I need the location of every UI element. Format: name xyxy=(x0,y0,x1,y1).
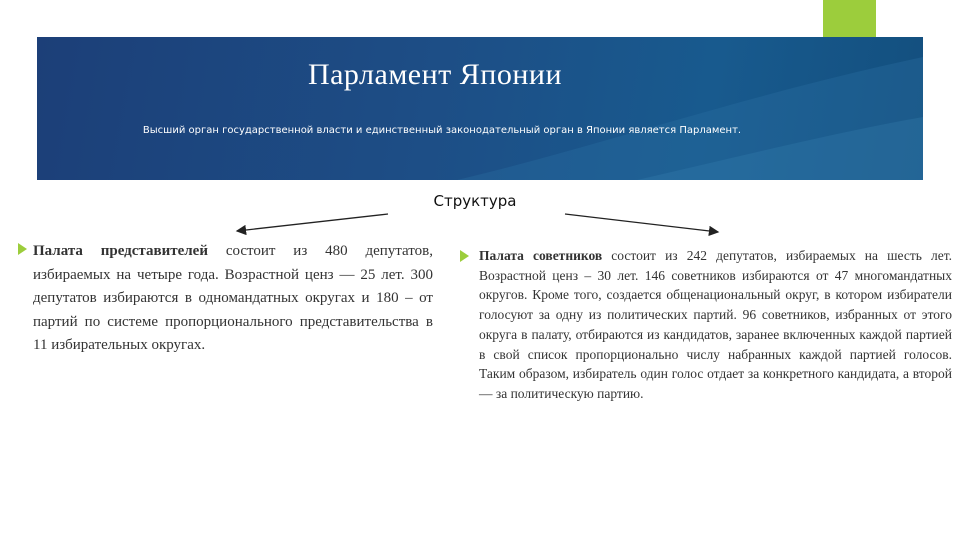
house-of-councillors-text xyxy=(479,246,952,404)
house-of-representatives-title: Палата представителей xyxy=(33,243,208,259)
structure-label: Структура xyxy=(433,192,517,210)
bullet-arrow-icon xyxy=(460,250,469,262)
house-of-councillors-title: Палата советников xyxy=(479,248,603,263)
bullet-arrow-icon xyxy=(18,243,27,255)
page-subtitle: Высший орган государственной власти и единственный законодательный орган в Японии является Парламент. xyxy=(142,125,742,136)
right-column xyxy=(460,246,952,404)
arrow-left xyxy=(237,214,388,231)
house-of-councillors-body: состоит из 242 депутатов, избираемых на шесть лет. Возрастной ценз – 30 лет. 146 советников избираются от 47 многомандатных округов. Кроме того, создается общенациональный округ, в котором избиратели голосуют за одну из политических партий. 96 советников, избранных от этого округа в палату, отбираются из кандидатов, заранее включенных каждой партией в свой список пропорционально числу набранных каждой партией голосов. Таким образом, избиратель один голос отдает за конкретного кандидата, а второй — за политическую партию. xyxy=(479,248,952,401)
house-of-representatives-body: состоит из 480 депутатов, избираемых на четыре года. Возрастной ценз — 25 лет. 300 депутатов избираются в одномандатных округах и 180 – от партий по системе пропорционального представительства в 11 избирательных округах. xyxy=(33,243,433,354)
page-title: Парламент Японии xyxy=(307,58,563,91)
arrow-right xyxy=(565,214,718,232)
house-of-representatives-text xyxy=(33,240,433,358)
left-column xyxy=(18,240,433,358)
